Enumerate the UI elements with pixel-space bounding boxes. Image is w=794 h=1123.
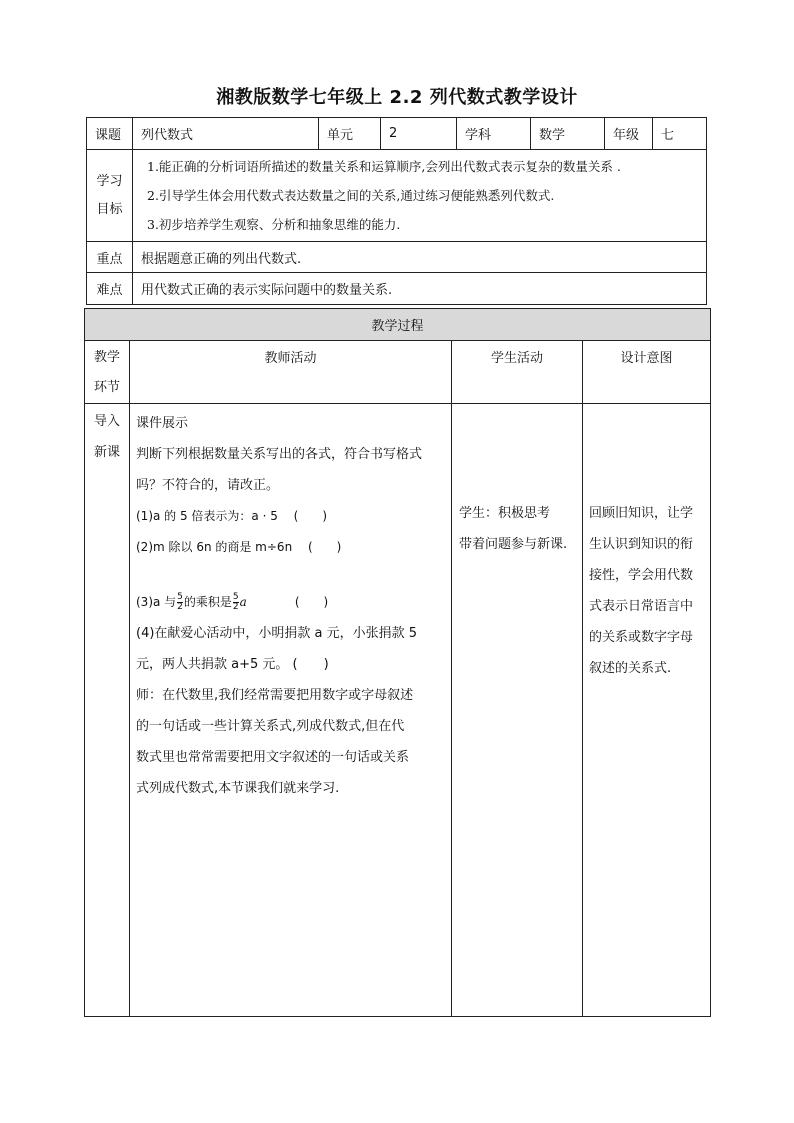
student-line: 带着问题参与新课. — [459, 537, 568, 552]
teacher-speech: 数式里也常常需要把用文字叙述的一句话或关系 — [136, 750, 410, 765]
process-banner: 教学过程 — [85, 309, 711, 341]
teacher-line: 吗？不符合的，请改正。 — [136, 478, 280, 493]
intent-line: 的关系或数字字母 — [589, 630, 694, 645]
q3-variable: a — [239, 595, 247, 609]
fraction-5-2 — [233, 593, 239, 612]
teacher-activity — [130, 404, 452, 1017]
fraction-5-2 — [177, 593, 183, 612]
q3-prefix: (3)a 与 — [136, 595, 177, 609]
grade-value: 七 — [653, 118, 707, 150]
header-stage — [85, 341, 130, 404]
header-stage-line1: 教学 — [93, 350, 120, 365]
q3-middle: 的乘积是 — [183, 595, 232, 609]
key-point-value: 根据题意正确的列出代数式. — [133, 242, 707, 273]
stage-line2: 新课 — [93, 445, 120, 460]
q3-end: ( ) — [246, 595, 329, 609]
objectives-list — [133, 150, 707, 242]
student-line: 学生：积极思考 — [459, 506, 551, 521]
objectives-label-line1: 学习 — [96, 173, 123, 189]
teacher-speech: 式列成代数式,本节课我们就来学习. — [136, 781, 340, 796]
info-table — [86, 117, 707, 305]
fraction-numerator: 5 — [177, 592, 183, 602]
objective-item: 1.能正确的分析词语所描述的数量关系和运算顺序,会列出代数式表示复杂的数量关系 . — [147, 159, 621, 174]
student-activity — [452, 404, 583, 1017]
intent-line: 回顾旧知识，让学 — [589, 506, 694, 521]
teacher-speech: 的一句话或一些计算关系式,列成代数式,但在代 — [136, 719, 405, 734]
objective-item: 3.初步培养学生观察、分析和抽象思维的能力. — [147, 217, 401, 232]
unit-value: 2 — [381, 118, 457, 150]
question-4-cont: 元，两人共捐款 a+5 元。 ( ) — [136, 657, 329, 672]
page-title: 湘教版数学七年级上 2.2 列代数式教学设计 — [216, 87, 578, 108]
subject-value: 数学 — [531, 118, 605, 150]
fraction-denominator: 2 — [232, 602, 239, 612]
objective-item: 2.引导学生体会用代数式表达数量之间的关系,通过练习便能熟悉列代数式. — [147, 188, 555, 203]
header-teacher: 教师活动 — [130, 341, 452, 404]
topic-label: 课题 — [87, 118, 133, 150]
stage-line1: 导入 — [93, 414, 120, 429]
header-stage-line2: 环节 — [93, 380, 120, 395]
intent-line: 接性，学会用代数 — [589, 568, 694, 583]
spacer — [136, 563, 445, 587]
header-student: 学生活动 — [452, 341, 583, 404]
topic-value: 列代数式 — [133, 118, 319, 150]
subject-label: 学科 — [457, 118, 531, 150]
stage-cell — [85, 404, 130, 1017]
intent-line: 式表示日常语言中 — [589, 599, 694, 614]
design-intent — [583, 404, 711, 1017]
unit-label: 单元 — [319, 118, 381, 150]
header-intent: 设计意图 — [583, 341, 711, 404]
question-2: (2)m 除以 6n 的商是 m÷6n ( ) — [136, 540, 342, 554]
intent-line: 叙述的关系式. — [589, 661, 672, 676]
question-4: (4)在献爱心活动中，小明捐款 a 元，小张捐款 5 — [136, 626, 418, 641]
difficulty-value: 用代数式正确的表示实际问题中的数量关系. — [133, 273, 707, 305]
objectives-label — [87, 150, 133, 242]
grade-label: 年级 — [605, 118, 653, 150]
teacher-line: 判断下列根据数量关系写出的各式，符合书写格式 — [136, 447, 423, 462]
fraction-denominator: 2 — [177, 602, 183, 612]
question-1: (1)a 的 5 倍表示为：a · 5 ( ) — [136, 509, 328, 523]
key-point-label: 重点 — [87, 242, 133, 273]
objectives-label-line2: 目标 — [96, 201, 123, 217]
question-3 — [136, 587, 445, 618]
process-table — [84, 308, 711, 1017]
fraction-numerator: 5 — [232, 592, 239, 602]
teacher-line: 课件展示 — [136, 416, 189, 431]
intent-line: 生认识到知识的衔 — [589, 537, 694, 552]
difficulty-label: 难点 — [87, 273, 133, 305]
teacher-speech: 师：在代数里,我们经常需要把用数字或字母叙述 — [136, 688, 414, 703]
